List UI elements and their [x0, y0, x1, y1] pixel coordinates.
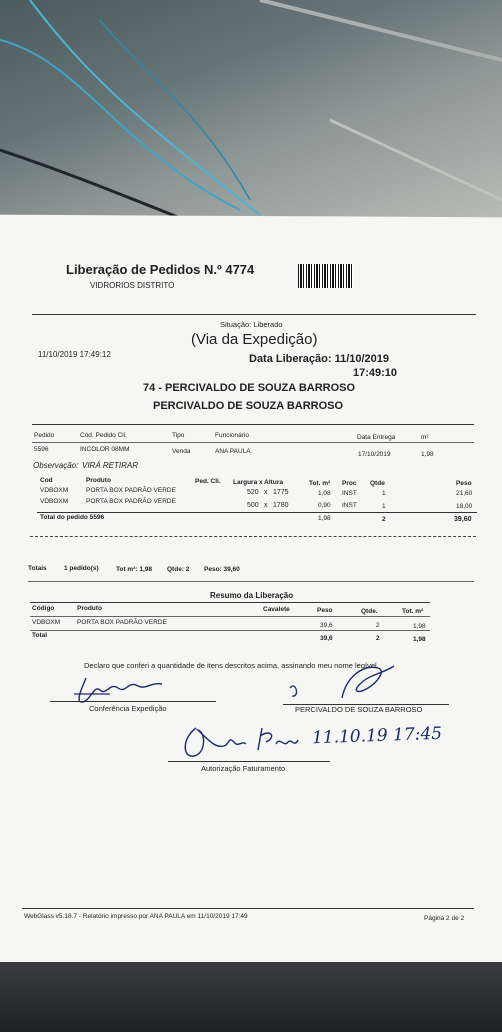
divider	[32, 314, 476, 315]
order-codcli: INCOLOR 08MM	[80, 446, 130, 453]
signature-autorizacao	[176, 718, 306, 764]
col-dataentrega-header: Data Entrega	[357, 434, 396, 441]
barcode	[298, 264, 354, 288]
col-m2-header: m²	[421, 434, 429, 441]
client-name: PERCIVALDO DE SOUZA BARROSO	[153, 400, 344, 412]
background-photo-top	[0, 0, 502, 222]
summary-col-peso: Peso	[317, 607, 333, 614]
summary-col-produto: Produto	[77, 605, 102, 612]
footer-page: Página 2 de 2	[424, 915, 465, 922]
totals-peso: Peso: 39,60	[204, 566, 240, 573]
order-total-qtde: 2	[382, 516, 386, 523]
divider	[32, 424, 474, 425]
summary-col-cavalete: Cavalete	[263, 606, 290, 613]
items-col-totm2: Tot. m²	[309, 480, 331, 487]
release-date: Data Liberação: 11/10/2019	[249, 353, 390, 365]
col-funcionario-header: Funcionário	[215, 432, 249, 439]
items-col-proc: Proc	[342, 480, 357, 487]
status-text: Situação: Liberado	[220, 320, 283, 329]
items-col-largura-altura: Largura x Altura	[233, 479, 283, 486]
summary-col-qtde: Qtde.	[361, 608, 378, 615]
signature-cliente	[282, 658, 402, 706]
print-datetime: 11/10/2019 17:49:12	[38, 350, 111, 359]
totals-pedidos: 1 pedido(s)	[64, 565, 99, 572]
items-col-peso: Peso	[456, 480, 472, 487]
divider	[30, 630, 430, 631]
col-pedido-header: Pedido	[34, 432, 55, 439]
summary-peso: 39,6	[320, 622, 333, 629]
divider	[30, 616, 430, 617]
summary-col-totm2: Tot. m²	[402, 608, 424, 615]
summary-qtde: 2	[376, 622, 380, 629]
items-col-qtde: Qtde	[370, 480, 385, 487]
summary-totm2: 1,98	[413, 623, 426, 630]
item-altura: 1780	[273, 502, 289, 509]
item-qtde: 1	[382, 503, 386, 510]
item-largura: 520	[247, 489, 259, 496]
item-cod: VDBOXM	[40, 498, 69, 505]
order-total-m2: 1,98	[318, 515, 331, 522]
item-altura: 1775	[273, 489, 289, 496]
items-col-cod: Cod	[40, 477, 53, 484]
item-cod: VDBOXM	[40, 487, 69, 494]
observation-label: Observação:	[33, 461, 79, 470]
cliente-label: PERCIVALDO DE SOUZA BARROSO	[295, 705, 423, 714]
order-funcionario: ANA PAULA	[215, 448, 251, 455]
order-m2: 1,98	[421, 451, 434, 458]
item-produto: PORTA BOX PADRÃO VERDE	[86, 487, 176, 494]
totals-qtde: Qtde: 2	[167, 566, 190, 573]
release-time: 17:49:10	[353, 367, 398, 379]
handwritten-date: 11.10.19 17:45	[311, 723, 443, 749]
summary-total-totm2: 1,98	[413, 636, 426, 643]
summary-total-label: Total	[32, 632, 48, 639]
col-codcli-header: Cód. Pedido Cli.	[80, 432, 127, 439]
summary-produto: PORTA BOX PADRÃO VERDE	[77, 619, 167, 626]
declaration-text: Declaro que conferi a quantidade de itens descritos acima, assinando meu nome legível.	[84, 661, 379, 670]
item-x: x	[264, 489, 268, 496]
item-proc: INST	[342, 490, 357, 497]
summary-codigo: VDBOXM	[32, 619, 61, 626]
signature-line	[50, 701, 216, 702]
autorizacao-label: Autorização Faturamento	[201, 764, 286, 773]
order-total-peso: 39,60	[454, 516, 472, 523]
document-title: Liberação de Pedidos N.º 4774	[66, 262, 255, 277]
signature-line	[168, 761, 330, 762]
observation-value: VIRÁ RETIRAR	[82, 461, 139, 470]
summary-col-codigo: Código	[32, 605, 55, 612]
divider	[32, 442, 474, 443]
item-peso: 21,60	[456, 490, 473, 497]
summary-total-qtde: 2	[376, 635, 380, 642]
item-totm2: 1,08	[318, 490, 331, 497]
item-x: x	[264, 502, 268, 509]
via-title: (Via da Expedição)	[191, 331, 318, 348]
col-tipo-header: Tipo	[172, 432, 185, 439]
divider	[37, 512, 477, 513]
footer-left: WebGlass v5.18.7 - Relatório impresso por ANA PAULA em 11/10/2019 17:49	[24, 913, 248, 920]
divider	[28, 581, 474, 582]
items-col-pedcli: Ped. Cli.	[195, 478, 221, 485]
cables-background	[0, 0, 502, 222]
order-dataentrega: 17/10/2019	[358, 451, 391, 458]
item-proc: INST	[342, 502, 357, 509]
client-code-line: 74 - PERCIVALDO DE SOUZA BARROSO	[143, 382, 356, 394]
conferencia-label: Conferência Expedição	[89, 704, 167, 713]
order-pedido: 5596	[34, 446, 49, 453]
summary-total-peso: 39,6	[320, 635, 333, 642]
order-total-label: Total do pedido 5596	[40, 514, 105, 521]
totals-label: Totais	[28, 565, 47, 572]
item-qtde: 1	[382, 490, 386, 497]
item-totm2: 0,90	[318, 502, 331, 509]
background-photo-bottom	[0, 962, 502, 1032]
item-peso: 18,00	[456, 503, 473, 510]
item-largura: 500	[247, 502, 259, 509]
divider	[30, 602, 430, 603]
divider	[22, 908, 474, 909]
item-produto: PORTA BOX PADRÃO VERDE	[86, 498, 176, 505]
items-col-produto: Produto	[86, 477, 111, 484]
divider	[30, 536, 476, 537]
company-name: VIDRORIOS DISTRITO	[90, 281, 175, 290]
summary-title: Resumo da Liberação	[210, 591, 294, 600]
order-tipo: Venda	[172, 448, 191, 455]
totals-m2: Tot m²: 1,98	[116, 566, 152, 573]
